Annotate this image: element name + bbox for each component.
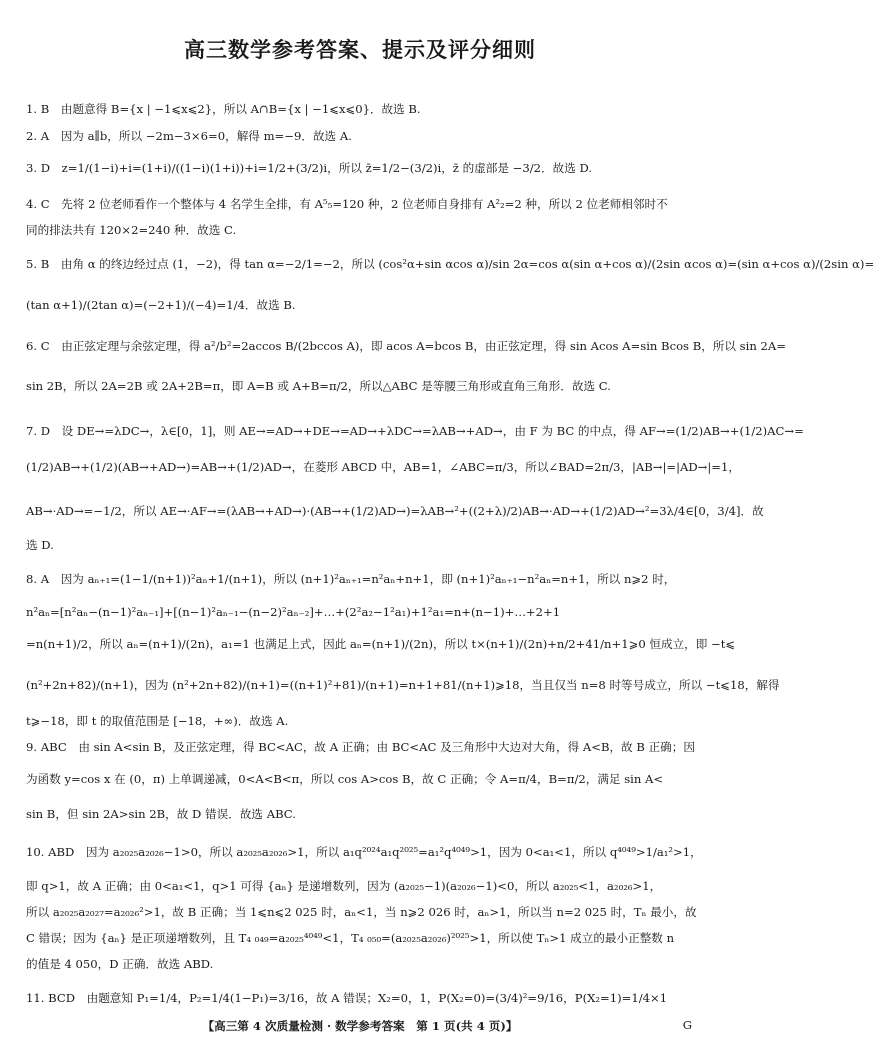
answer-line: AB→·AD→=−1/2，所以 AE→·AF→=(λAB→+AD→)·(AB→+(1/2)AD→)=λAB→²+((2+λ)/2)AB→·AD→+(1/2)AD→²=3λ/4∈[0，3/4]．故 (26, 504, 764, 518)
answer-line: sin 2B，所以 2A=2B 或 2A+2B=π，即 A=B 或 A+B=π/2，所以△ABC 是等腰三角形或直角三角形．故选 C. (26, 379, 611, 393)
answer-line: 5. B 由角 α 的终边经过点 (1，−2)，得 tan α=−2/1=−2，所以 (cos²α+sin αcos α)/sin 2α=cos α(sin α+cos α)/(2sin αcos α)=(sin α+cos α)/(2sin α)= (26, 257, 874, 271)
answer-line: sin B，但 sin 2A>sin 2B，故 D 错误．故选 ABC. (26, 807, 296, 821)
answer-line: 3. D z=1/(1−i)+i=(1+i)/((1−i)(1+i))+i=1/2+(3/2)i，所以 z̄=1/2−(3/2)i，z̄ 的虚部是 −3/2．故选 D. (26, 161, 593, 175)
answer-line: (tan α+1)/(2tan α)=(−2+1)/(−4)=1/4．故选 B. (26, 298, 296, 312)
answer-line: C 错误；因为 {aₙ} 是正项递增数列，且 T₄ ₀₄₉=a₂₀₂₅⁴⁰⁴⁹<1，T₄ ₀₅₀=(a₂₀₂₅a₂₀₂₆)²⁰²⁵>1，所以使 Tₙ>1 成立的最小正整数 n (26, 931, 675, 945)
answer-line: 2. A 因为 a∥b，所以 −2m−3×6=0，解得 m=−9．故选 A. (26, 129, 352, 143)
answer-line: 选 D. (26, 538, 54, 552)
answer-line: 8. A 因为 aₙ₊₁=(1−1/(n+1))²aₙ+1/(n+1)，所以 (n+1)²aₙ₊₁=n²aₙ+n+1，即 (n+1)²aₙ₊₁−n²aₙ=n+1，所以 n⩾2 时， (26, 572, 676, 586)
answer-line: 4. C 先将 2 位老师看作一个整体与 4 名学生全排，有 A⁵₅=120 种，2 位老师自身排有 A²₂=2 种，所以 2 位老师相邻时不 (26, 197, 668, 211)
answer-line: 即 q>1，故 A 正确；由 0<a₁<1，q>1 可得 {aₙ} 是递增数列，因为 (a₂₀₂₅−1)(a₂₀₂₆−1)<0，所以 a₂₀₂₅<1，a₂₀₂₆>1， (26, 879, 662, 893)
answer-line: 7. D 设 DE→=λDC→，λ∈[0，1]，则 AE→=AD→+DE→=AD→+λDC→=λAB→+AD→，由 F 为 BC 的中点，得 AF→=(1/2)AB→+(1/2)AC→= (26, 424, 804, 438)
answer-line: 11. BCD 由题意知 P₁=1/4，P₂=1/4(1−P₁)=3/16，故 A 错误；X₂=0，1，P(X₂=0)=(3/4)²=9/16，P(X₂=1)=1/4×1 (26, 991, 668, 1005)
answer-line: 所以 a₂₀₂₅a₂₀₂₇=a₂₀₂₆²>1，故 B 正确；当 1⩽n⩽2 025 时，aₙ<1，当 n⩾2 026 时，aₙ>1，所以当 n=2 025 时，Tₙ 最小，故 (26, 905, 697, 919)
page-title: 高三数学参考答案、提示及评分细则 (184, 38, 536, 62)
answer-line: (n²+2n+82)/(n+1)，因为 (n²+2n+82)/(n+1)=((n+1)²+81)/(n+1)=n+1+81/(n+1)⩾18，当且仅当 n=8 时等号成立，所以 −t⩽18，解得 (26, 678, 780, 692)
answer-line: (1/2)AB→+(1/2)(AB→+AD→)=AB→+(1/2)AD→，在菱形 ABCD 中，AB=1，∠ABC=π/3，所以∠BAD=2π/3，|AB→|=|AD→|=1， (26, 460, 740, 474)
answer-line: n²aₙ=[n²aₙ−(n−1)²aₙ₋₁]+[(n−1)²aₙ₋₁−(n−2)²aₙ₋₂]+…+(2²a₂−1²a₁)+1²a₁=n+(n−1)+…+2+1 (26, 605, 561, 619)
page-footer: 【高三第 4 次质量检测 · 数学参考答案 第 1 页(共 4 页)】 (202, 1019, 518, 1033)
answer-line: 为函数 y=cos x 在 (0，π) 上单调递减，0<A<B<π，所以 cos A>cos B，故 C 正确；令 A=π/4，B=π/2，满足 sin A< (26, 772, 664, 786)
answer-line: =n(n+1)/2，所以 aₙ=(n+1)/(2n)，a₁=1 也满足上式，因此 aₙ=(n+1)/(2n)，所以 t×(n+1)/(2n)+n/2+41/n+1⩾0 恒成立，即 −t⩽ (26, 637, 736, 651)
answer-line: 1. B 由题意得 B={x | −1⩽x⩽2}，所以 A∩B={x | −1⩽x⩽0}．故选 B. (26, 102, 421, 116)
footer-code: G (682, 1018, 692, 1032)
answer-line: 同的排法共有 120×2=240 种．故选 C. (26, 223, 237, 237)
answer-line: t⩾−18，即 t 的取值范围是 [−18，+∞)．故选 A. (26, 714, 289, 728)
answer-line: 9. ABC 由 sin A<sin B，及正弦定理，得 BC<AC，故 A 正确；由 BC<AC 及三角形中大边对大角，得 A<B，故 B 正确；因 (26, 740, 695, 754)
answer-line: 的值是 4 050，D 正确．故选 ABD. (26, 957, 214, 971)
answer-line: 6. C 由正弦定理与余弦定理，得 a²/b²=2accos B/(2bccos A)，即 acos A=bcos B，由正弦定理，得 sin Acos A=sin Bcos B，所以 sin 2A= (26, 339, 786, 353)
answer-line: 10. ABD 因为 a₂₀₂₅a₂₀₂₆−1>0，所以 a₂₀₂₅a₂₀₂₆>1，所以 a₁q²⁰²⁴a₁q²⁰²⁵=a₁²q⁴⁰⁴⁹>1，因为 0<a₁<1，所以 q⁴⁰⁴⁹>1/a₁²>1， (26, 845, 702, 859)
